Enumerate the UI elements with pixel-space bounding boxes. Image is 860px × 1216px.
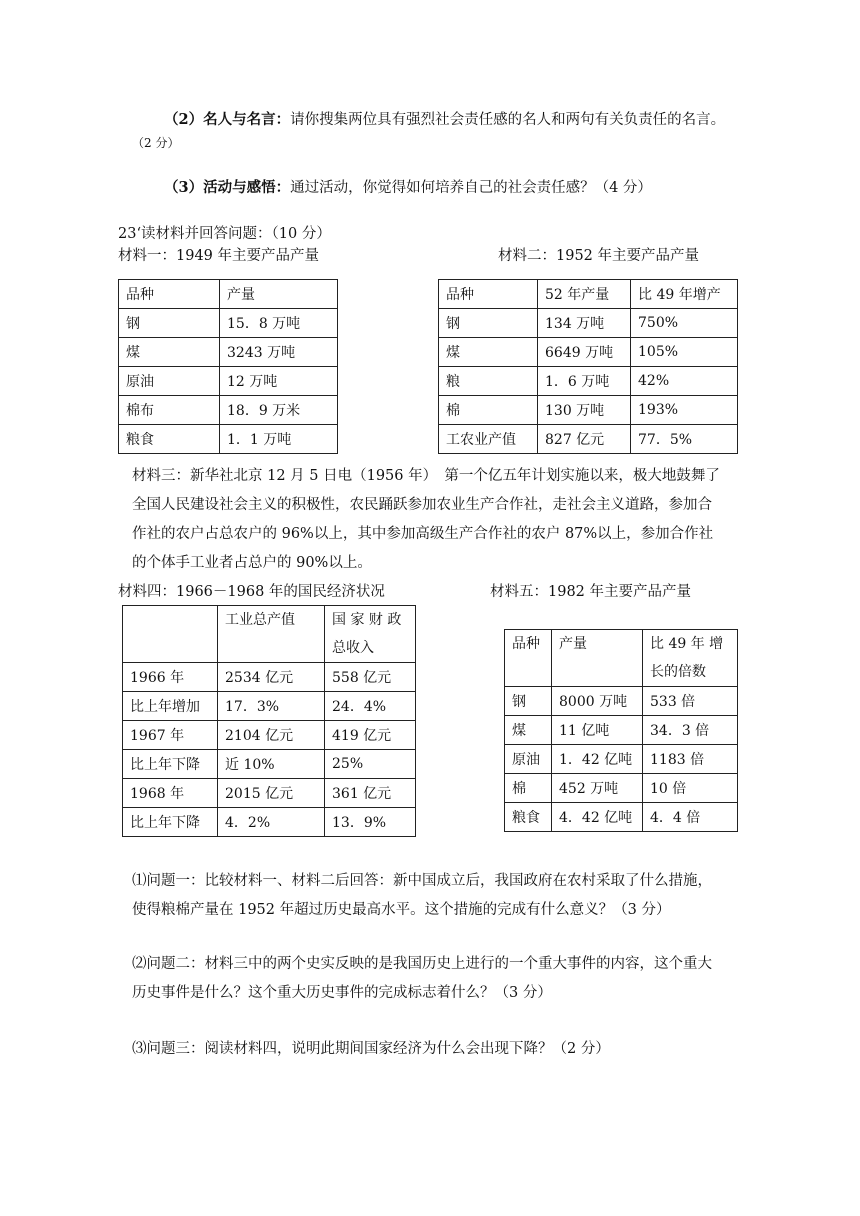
table-cell: 42%	[631, 367, 738, 396]
table-cell: 煤	[505, 716, 552, 745]
material-3-line: 材料三：新华社北京 12 月 5 日电（1956 年） 第一个亿五年计划实施以来，极大地鼓舞了	[132, 468, 720, 484]
question-two-line: ⑵问题二：材料三中的两个史实反映的是我国历史上进行的一个重大事件的内容，这个重大	[132, 956, 712, 972]
table-cell: 煤	[119, 338, 220, 367]
table-row	[123, 721, 416, 750]
table-cell: 钢	[439, 309, 538, 338]
table-row	[505, 687, 738, 716]
table-cell: 533 倍	[643, 687, 738, 716]
table-cell: 4．4 倍	[643, 803, 738, 832]
question-3-line	[164, 176, 652, 197]
material-5-caption: 材料五：1982 年主要产品产量	[490, 584, 692, 600]
table-row	[123, 779, 416, 808]
table-cell: 1．42 亿吨	[552, 745, 643, 774]
table-row	[119, 338, 338, 367]
table-row	[439, 367, 738, 396]
table-row	[505, 745, 738, 774]
header-cell: 品种	[439, 280, 538, 309]
table-row	[123, 750, 416, 779]
table-cell: 原油	[119, 367, 220, 396]
table-cell: 3243 万吨	[220, 338, 338, 367]
table-row	[439, 396, 738, 425]
material-4-caption: 材料四：1966－1968 年的国民经济状况	[118, 584, 385, 600]
table-cell: 12 万吨	[220, 367, 338, 396]
table-cell: 棉	[505, 774, 552, 803]
table-cell: 棉	[439, 396, 538, 425]
table-cell: 827 亿元	[538, 425, 631, 454]
table-cell: 2534 亿元	[218, 663, 325, 692]
table-row	[123, 692, 416, 721]
table-cell: 4．2%	[218, 808, 325, 837]
material-4-table	[122, 605, 416, 837]
material-3-line: 全国人民建设社会主义的积极性，农民踊跃参加农业生产合作社，走社会主义道路，参加合	[132, 497, 712, 513]
table-cell: 34．3 倍	[643, 716, 738, 745]
table-cell: 粮食	[505, 803, 552, 832]
table-cell: 17．3%	[218, 692, 325, 721]
material-3-line: 作社的农户占总农户的 96%以上，其中参加高级生产合作社的农户 87%以上，参加合作社	[132, 526, 714, 542]
table-cell: 13．9%	[325, 808, 416, 837]
question-23-title: 23‘读材料并回答问题：（10 分）	[118, 226, 331, 242]
header-cell: 品种	[505, 630, 552, 687]
table-row	[119, 425, 338, 454]
table-cell: 18．9 万米	[220, 396, 338, 425]
material-3-paragraph	[132, 462, 720, 578]
table-row	[119, 309, 338, 338]
table-cell: 1．6 万吨	[538, 367, 631, 396]
table-cell: 钢	[119, 309, 220, 338]
table-cell: 钢	[505, 687, 552, 716]
question-one-line: ⑴问题一：比较材料一、材料二后回答：新中国成立后，我国政府在农村采取了什么措施，	[132, 873, 712, 889]
table-cell: 粮食	[119, 425, 220, 454]
table-row	[439, 309, 738, 338]
table-cell: 2015 亿元	[218, 779, 325, 808]
table-cell: 比上年下降	[123, 750, 218, 779]
table-cell: 24．4%	[325, 692, 416, 721]
material-5-table	[504, 629, 738, 832]
question-one-line: 使得粮棉产量在 1952 年超过历史最高水平。这个措施的完成有什么意义？（3 分）	[132, 902, 671, 918]
table-row	[123, 663, 416, 692]
header-cell	[123, 606, 218, 663]
header-cell: 比 49 年 增 长的倍数	[643, 630, 738, 687]
table-row	[505, 774, 738, 803]
header-cell: 产量	[220, 280, 338, 309]
material-3-line: 的个体手工业者占总户的 90%以上。	[132, 555, 372, 571]
table-cell: 6649 万吨	[538, 338, 631, 367]
table-cell: 193%	[631, 396, 738, 425]
header-cell: 产量	[552, 630, 643, 687]
table-header-row	[505, 630, 738, 687]
table-cell: 11 亿吨	[552, 716, 643, 745]
table-cell: 1．1 万吨	[220, 425, 338, 454]
material-1-table	[118, 279, 338, 454]
table-row	[119, 367, 338, 396]
question-two	[132, 950, 712, 1008]
table-cell: 2104 亿元	[218, 721, 325, 750]
header-cell: 国 家 财 政 总收入	[325, 606, 416, 663]
table-cell: 1967 年	[123, 721, 218, 750]
table-cell: 工农业产值	[439, 425, 538, 454]
table-header-row	[119, 280, 338, 309]
table-row	[119, 396, 338, 425]
header-cell: 比 49 年增产	[631, 280, 738, 309]
question-three	[132, 1035, 610, 1064]
question-3-text: 通过活动，你觉得如何培养自己的社会责任感？（4 分）	[290, 180, 652, 196]
table-cell: 361 亿元	[325, 779, 416, 808]
header-cell: 工业总产值	[218, 606, 325, 663]
table-cell: 10 倍	[643, 774, 738, 803]
table-cell: 25%	[325, 750, 416, 779]
table-cell: 130 万吨	[538, 396, 631, 425]
table-cell: 77．5%	[631, 425, 738, 454]
table-cell: 比上年增加	[123, 692, 218, 721]
table-row	[505, 803, 738, 832]
question-three-line: ⑶问题三：阅读材料四，说明此期间国家经济为什么会出现下降？（2 分）	[132, 1041, 610, 1057]
table-cell: 1966 年	[123, 663, 218, 692]
material-2-table	[438, 279, 738, 454]
table-cell: 1183 倍	[643, 745, 738, 774]
table-cell: 粮	[439, 367, 538, 396]
table-row	[505, 716, 738, 745]
table-cell: 134 万吨	[538, 309, 631, 338]
question-2-line	[164, 108, 725, 129]
material-2-caption: 材料二：1952 年主要产品产量	[498, 248, 700, 264]
question-two-line: 历史事件是什么？这个重大历史事件的完成标志着什么？（3 分）	[132, 985, 552, 1001]
header-cell: 52 年产量	[538, 280, 631, 309]
table-cell: 比上年下降	[123, 808, 218, 837]
table-header-row	[439, 280, 738, 309]
table-cell: 419 亿元	[325, 721, 416, 750]
question-2-text: 请你搜集两位具有强烈社会责任感的名人和两句有关负责任的名言。	[290, 112, 726, 128]
header-cell: 品种	[119, 280, 220, 309]
table-cell: 4．42 亿吨	[552, 803, 643, 832]
table-cell: 近 10%	[218, 750, 325, 779]
table-cell: 558 亿元	[325, 663, 416, 692]
table-row	[439, 425, 738, 454]
table-cell: 8000 万吨	[552, 687, 643, 716]
table-cell: 原油	[505, 745, 552, 774]
question-one	[132, 867, 712, 925]
table-cell: 煤	[439, 338, 538, 367]
material-1-caption: 材料一：1949 年主要产品产量	[118, 248, 320, 264]
table-row	[439, 338, 738, 367]
question-2-label: （2）名人与名言：	[164, 111, 291, 128]
table-cell: 105%	[631, 338, 738, 367]
question-3-label: （3）活动与感悟：	[164, 179, 291, 196]
table-cell: 棉布	[119, 396, 220, 425]
table-header-row	[123, 606, 416, 663]
table-cell: 750%	[631, 309, 738, 338]
table-cell: 1968 年	[123, 779, 218, 808]
table-cell: 15．8 万吨	[220, 309, 338, 338]
table-cell: 452 万吨	[552, 774, 643, 803]
question-2-score: （2 分）	[132, 136, 180, 150]
table-row	[123, 808, 416, 837]
